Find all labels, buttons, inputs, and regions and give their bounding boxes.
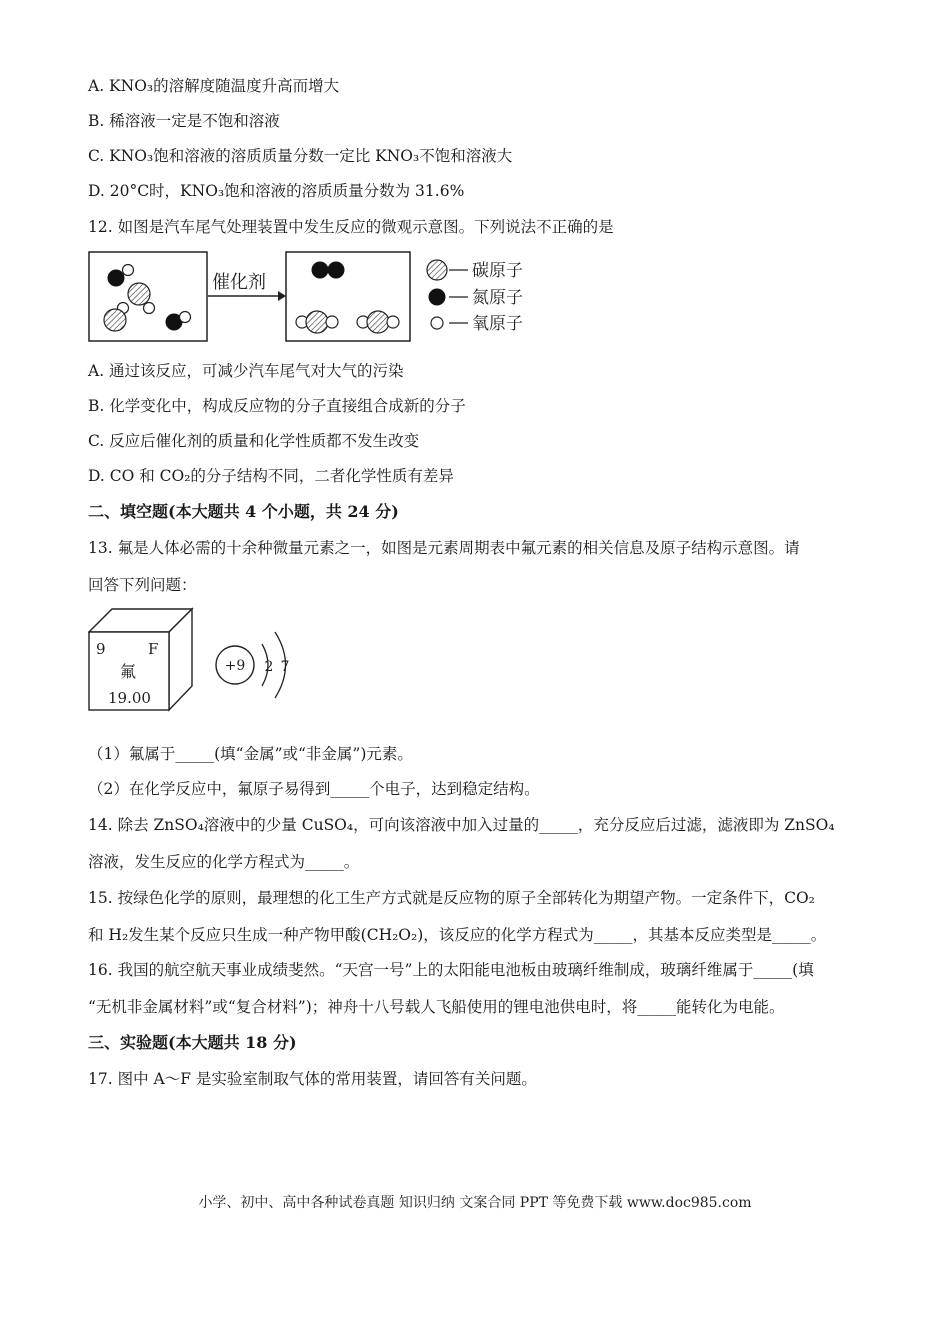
- oxygen-atom: [387, 316, 399, 328]
- shell2-electrons: 7: [280, 659, 290, 675]
- q13-sub1: （1）氟属于_____(填“金属”或“非金属”)元素。: [88, 745, 413, 763]
- atomic-number: 9: [96, 640, 106, 658]
- q14-line1: 14. 除去 ZnSO₄溶液中的少量 CuSO₄，可向该溶液中加入过量的_____，充分反应后过滤，滤液即为 ZnSO₄: [88, 816, 835, 834]
- carbon-atom: [306, 311, 328, 333]
- element-symbol: F: [148, 640, 159, 658]
- nucleus-charge: +9: [224, 658, 246, 674]
- legend-oxygen-label: 氧原子: [472, 314, 523, 334]
- reaction-micro-diagram: [88, 248, 548, 346]
- carbon-atom: [104, 309, 126, 331]
- q12-option-d: D. CO 和 CO₂的分子结构不同，二者化学性质有差异: [88, 467, 454, 485]
- q11-option-d: D. 20°C时，KNO₃饱和溶液的溶质质量分数为 31.6%: [88, 182, 465, 200]
- legend-nitrogen-label: 氮原子: [472, 288, 523, 308]
- catalyst-label: 催化剂: [212, 272, 266, 293]
- q12-option-a: A. 通过该反应，可减少汽车尾气对大气的污染: [88, 362, 404, 380]
- q15-line2: 和 H₂发生某个反应只生成一种产物甲酸(CH₂O₂)，该反应的化学方程式为_____，其基本反应类型是_____。: [88, 926, 827, 944]
- carbon-atom: [128, 283, 150, 305]
- q12-stem: 12. 如图是汽车尾气处理装置中发生反应的微观示意图。下列说法不正确的是: [88, 218, 614, 236]
- legend-nitrogen-icon: [429, 289, 446, 306]
- carbon-atom: [367, 311, 389, 333]
- q11-option-b: B. 稀溶液一定是不饱和溶液: [88, 112, 280, 130]
- nitrogen-atom: [108, 270, 125, 287]
- q12-option-c: C. 反应后催化剂的质量和化学性质都不发生改变: [88, 432, 420, 450]
- q14-line2: 溶液，发生反应的化学方程式为_____。: [88, 853, 360, 871]
- element-name: 氟: [120, 662, 137, 681]
- q15-line1: 15. 按绿色化学的原则，最理想的化工生产方式就是反应物的原子全部转化为期望产物。一定条件下，CO₂: [88, 889, 815, 907]
- oxygen-atom: [180, 312, 191, 323]
- nitrogen-atom: [312, 262, 329, 279]
- page-footer: 小学、初中、高中各种试卷真题 知识归纳 文案合同 PPT 等免费下载 www.doc985.com: [198, 1195, 752, 1211]
- q13-stem-line1: 13. 氟是人体必需的十余种微量元素之一，如图是元素周期表中氟元素的相关信息及原子结构示意图。请: [88, 539, 800, 557]
- q12-option-b: B. 化学变化中，构成反应物的分子直接组合成新的分子: [88, 397, 466, 415]
- oxygen-atom: [144, 303, 155, 314]
- atomic-mass: 19.00: [108, 689, 151, 707]
- fluorine-info-diagram: [88, 606, 298, 714]
- section-heading-experiment: 三、实验题(本大题共 18 分): [88, 1033, 297, 1052]
- shell1-electrons: 2: [264, 659, 274, 675]
- q13-sub2: （2）在化学反应中，氟原子易得到_____个电子，达到稳定结构。: [88, 780, 540, 798]
- legend-carbon-icon: [427, 260, 447, 280]
- legend-carbon-label: 碳原子: [472, 261, 523, 281]
- q16-line2: “无机非金属材料”或“复合材料”)；神舟十八号载人飞船使用的锂电池供电时，将_____能转化为电能。: [88, 998, 785, 1016]
- arrow-head-icon: [278, 291, 286, 301]
- oxygen-atom: [326, 316, 338, 328]
- nitrogen-atom: [328, 262, 345, 279]
- q11-option-c: C. KNO₃饱和溶液的溶质质量分数一定比 KNO₃不饱和溶液大: [88, 147, 513, 165]
- q16-line1: 16. 我国的航空航天事业成绩斐然。“天宫一号”上的太阳能电池板由玻璃纤维制成，玻璃纤维属于_____(填: [88, 961, 814, 979]
- section-heading-fill-in: 二、填空题(本大题共 4 个小题，共 24 分): [88, 502, 399, 521]
- q17-stem: 17. 图中 A～F 是实验室制取气体的常用装置，请回答有关问题。: [88, 1070, 537, 1088]
- q11-option-a: A. KNO₃的溶解度随温度升高而增大: [88, 77, 340, 95]
- oxygen-atom: [123, 265, 134, 276]
- legend-oxygen-icon: [431, 317, 443, 329]
- q13-stem-line2: 回答下列问题：: [88, 576, 197, 594]
